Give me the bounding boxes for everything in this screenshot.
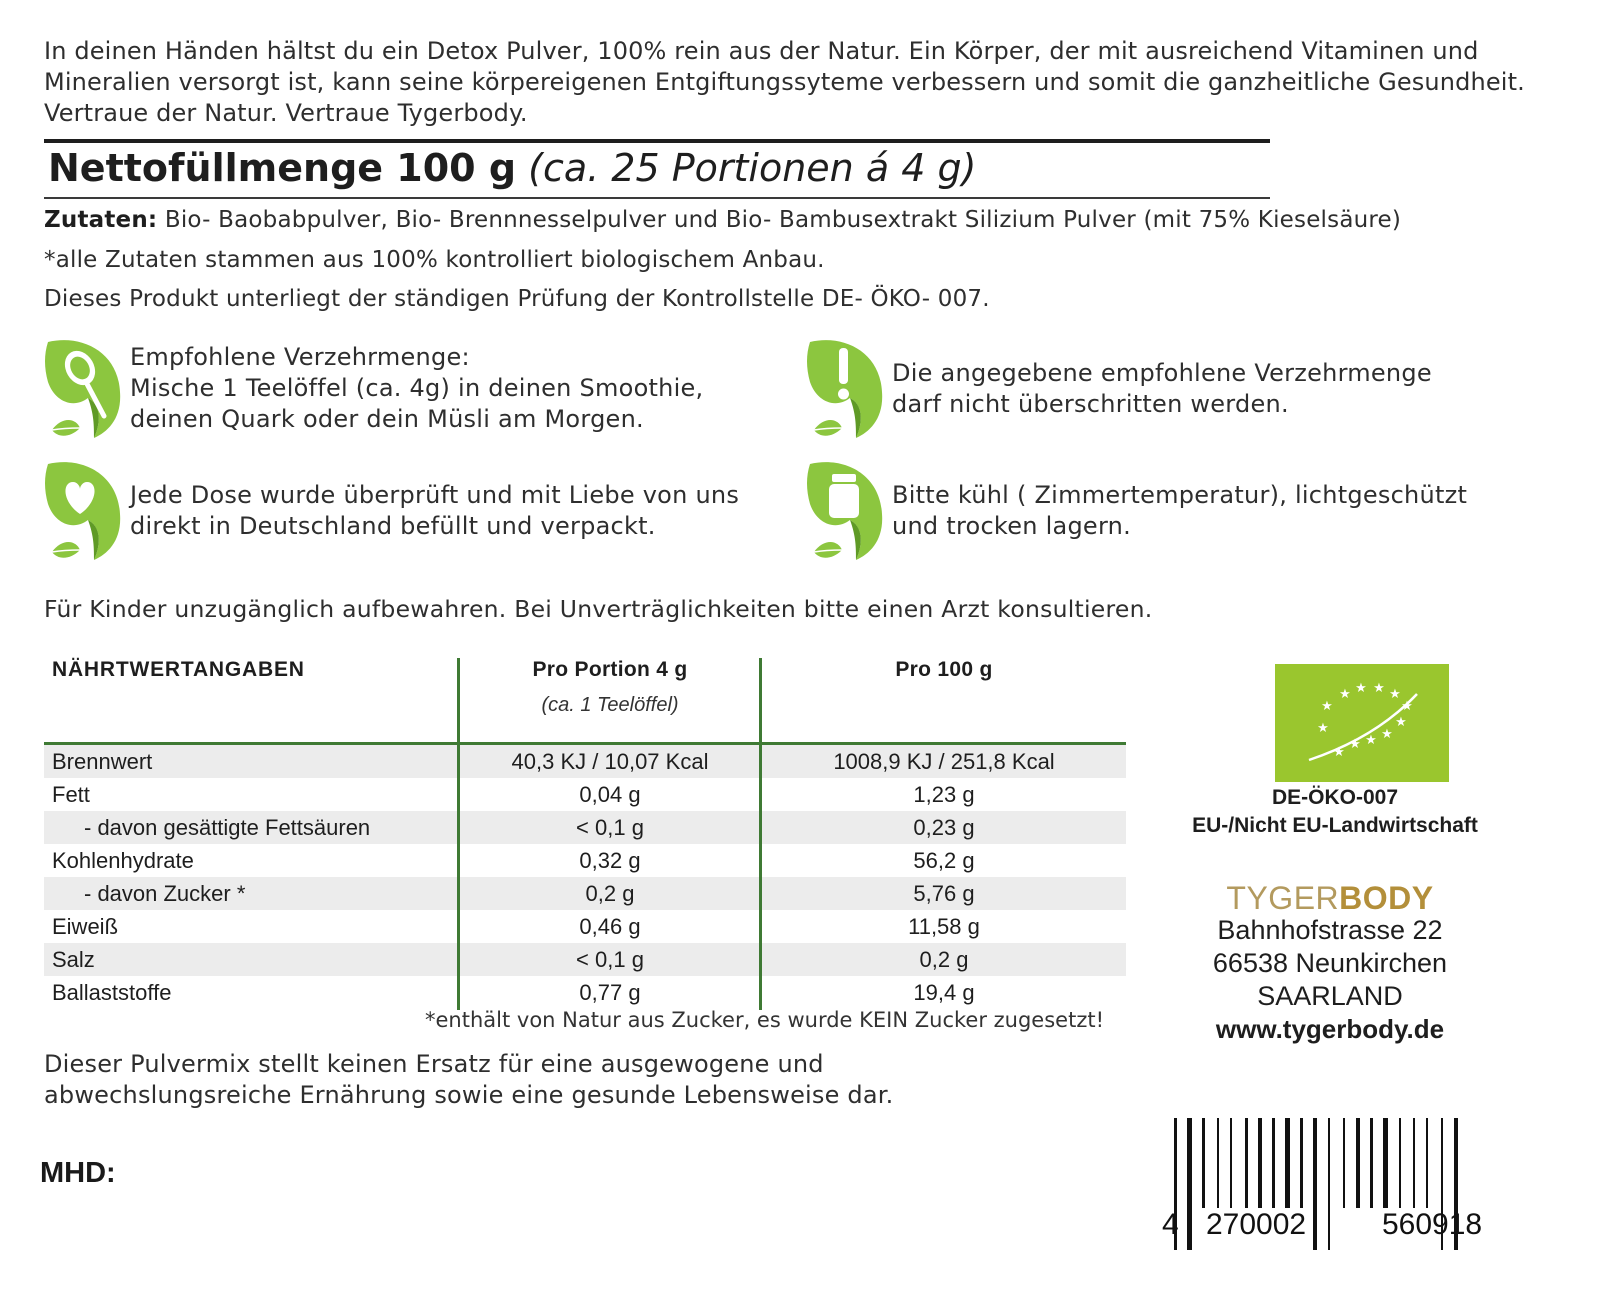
row-portion-value: 40,3 KJ / 10,07 Kcal (511, 749, 709, 774)
table-row (44, 811, 1126, 844)
row-portion-value: 0,32 g (579, 848, 641, 873)
row-portion-value: < 0,1 g (576, 815, 644, 840)
barcode-bar (1245, 1118, 1248, 1208)
net-quantity-bold: Nettofüllmenge 100 g (48, 146, 517, 190)
intro-line-2: Mineralien versorgt ist, kann seine körpereigenen Entgiftungssyteme verbessern und somit die ganzheitliche Gesundheit. (44, 68, 1525, 96)
bottom-divider (44, 197, 1270, 199)
row-name: - davon Zucker * (84, 881, 246, 906)
eu-organic-logo (1275, 664, 1449, 782)
barcode-bar (1258, 1118, 1262, 1208)
table-column-divider (759, 658, 762, 1010)
svg-text:★: ★ (1333, 745, 1345, 760)
feature-quality-line-2: direkt in Deutschland befüllt und verpackt. (130, 512, 656, 540)
table-row (44, 745, 1126, 778)
svg-text:★: ★ (1365, 733, 1377, 748)
intro-text (44, 36, 1564, 129)
table-column-divider (457, 658, 460, 1010)
row-portion-value: < 0,1 g (576, 947, 644, 972)
net-quantity-portions: (ca. 25 Portionen á 4 g) (528, 146, 977, 190)
svg-text:★: ★ (1355, 681, 1367, 696)
row-100g-value: 56,2 g (913, 848, 975, 873)
net-quantity-heading (48, 145, 976, 191)
row-portion-value: 0,2 g (585, 881, 635, 906)
feature-limit-line-1: Die angegebene empfohlene Verzehrmenge (892, 359, 1432, 387)
barcode-bar (1313, 1118, 1317, 1250)
barcode-bar (1272, 1118, 1275, 1208)
row-portion-value: 0,46 g (579, 914, 641, 939)
ingredients-text: Bio- Baobabpulver, Bio- Brennnesselpulver und Bio- Bambusextrakt Silizium Pulver (mit 75% Kieselsäure) (164, 207, 1402, 233)
brand-logo (1170, 880, 1490, 916)
eu-control-code: DE-ÖKO-007 (1271, 786, 1399, 809)
column-header-100g: Pro 100 g (895, 658, 993, 681)
svg-text:★: ★ (1321, 699, 1333, 714)
brand-name-light: TYGER (1226, 880, 1340, 916)
svg-text:★: ★ (1395, 715, 1407, 730)
feature-dosage-line-2: Mische 1 Teelöffel (ca. 4g) in deinen Smoothie, (130, 374, 704, 402)
row-100g-value: 1008,9 KJ / 251,8 Kcal (833, 749, 1055, 774)
control-note: Dieses Produkt unterliegt der ständigen Prüfung der Kontrollstelle DE- ÖKO- 007. (44, 286, 990, 312)
svg-text:★: ★ (1373, 681, 1385, 696)
table-row (44, 910, 1126, 943)
svg-text:★: ★ (1317, 721, 1329, 736)
barcode-bar (1370, 1118, 1373, 1208)
exclamation-leaf-icon (804, 334, 886, 444)
feature-storage-line-2: und trocken lagern. (892, 512, 1131, 540)
barcode-bar (1343, 1118, 1345, 1208)
row-100g-value: 19,4 g (913, 980, 975, 1005)
best-before-label: MHD: (40, 1157, 116, 1189)
barcode-bar (1285, 1118, 1290, 1208)
row-100g-value: 0,2 g (919, 947, 969, 972)
barcode (1162, 1118, 1586, 1308)
svg-text:★: ★ (1389, 687, 1401, 702)
table-row (44, 976, 1126, 1009)
row-name: Kohlenhydrate (52, 848, 194, 873)
svg-text:★: ★ (1401, 699, 1413, 714)
table-row (44, 844, 1126, 877)
table-header-divider (44, 742, 1126, 745)
feature-quality (130, 480, 739, 542)
barcode-digits-right: 560918 (1382, 1208, 1483, 1241)
disclaimer-line-1: Dieser Pulvermix stellt keinen Ersatz für eine ausgewogene und (44, 1050, 824, 1078)
svg-text:★: ★ (1381, 727, 1393, 742)
barcode-bar (1356, 1118, 1360, 1208)
ingredients-line (44, 205, 1401, 235)
row-name: Ballaststoffe (52, 980, 172, 1005)
feature-dosage-line-3: deinen Quark oder dein Müsli am Morgen. (130, 405, 644, 433)
row-100g-value: 1,23 g (913, 782, 975, 807)
intro-line-3: Vertraue der Natur. Vertraue Tygerbody. (44, 99, 528, 127)
barcode-bar (1328, 1118, 1330, 1250)
address-street: Bahnhofstrasse 22 (1217, 915, 1443, 945)
feature-dosage (130, 342, 703, 435)
column-header-portion-sub: (ca. 1 Teelöffel) (541, 694, 679, 716)
barcode-bar (1399, 1118, 1401, 1208)
svg-text:★: ★ (1339, 687, 1351, 702)
nutrition-rows (44, 745, 1126, 1009)
feature-limit (892, 358, 1432, 420)
ingredients-note: *alle Zutaten stammen aus 100% kontrolliert biologischem Anbau. (44, 247, 825, 273)
intro-line-1: In deinen Händen hältst du ein Detox Pulver, 100% rein aus der Natur. Ein Körper, der mit ausreichend Vitaminen und (44, 37, 1479, 65)
nutrition-title: NÄHRTWERTANGABEN (52, 658, 305, 681)
barcode-bar (1413, 1118, 1415, 1208)
feature-dosage-line-1: Empfohlene Verzehrmenge: (130, 343, 470, 371)
row-name: - davon gesättigte Fettsäuren (84, 815, 371, 840)
barcode-bar (1217, 1118, 1219, 1208)
children-warning: Für Kinder unzugänglich aufbewahren. Bei Unverträglichkeiten bitte einen Arzt konsultieren. (44, 595, 1153, 623)
feature-limit-line-2: darf nicht überschritten werden. (892, 390, 1289, 418)
website-link[interactable]: www.tygerbody.de (1215, 1014, 1445, 1044)
table-row (44, 778, 1126, 811)
spoon-leaf-icon (42, 334, 124, 444)
disclaimer-line-2: abwechslungsreiche Ernährung sowie eine gesunde Lebensweise dar. (44, 1081, 894, 1109)
brand-name-bold: BODY (1339, 880, 1434, 916)
address-region: SAARLAND (1257, 981, 1403, 1011)
barcode-digits-left: 270002 (1206, 1208, 1307, 1241)
feature-storage-line-1: Bitte kühl ( Zimmertemperatur), lichtgeschützt (892, 481, 1468, 509)
barcode-digit-first: 4 (1162, 1208, 1179, 1241)
table-row (44, 877, 1126, 910)
barcode-bar (1202, 1118, 1205, 1208)
top-divider (44, 139, 1270, 143)
row-portion-value: 0,04 g (579, 782, 641, 807)
address-city: 66538 Neunkirchen (1212, 948, 1448, 978)
row-100g-value: 5,76 g (913, 881, 975, 906)
barcode-bar (1426, 1118, 1428, 1208)
jar-leaf-icon (804, 456, 886, 566)
row-100g-value: 11,58 g (908, 914, 980, 939)
barcode-bar (1383, 1118, 1388, 1208)
row-name: Fett (52, 782, 90, 807)
eu-origin: EU-/Nicht EU-Landwirtschaft (1192, 814, 1478, 837)
eu-code-block (1170, 784, 1500, 840)
row-portion-value: 0,77 g (579, 980, 641, 1005)
barcode-bar (1187, 1118, 1192, 1250)
company-address (1170, 914, 1490, 1046)
row-name: Eiweiß (52, 914, 119, 939)
feature-storage (892, 480, 1467, 542)
row-100g-value: 0,23 g (913, 815, 975, 840)
row-name: Brennwert (52, 749, 153, 774)
ingredients-label: Zutaten: (44, 207, 158, 233)
sugar-footnote: *enthält von Natur aus Zucker, es wurde KEIN Zucker zugesetzt! (425, 1008, 1104, 1032)
svg-text:★: ★ (1349, 737, 1361, 752)
barcode-bar (1230, 1118, 1232, 1208)
nutrition-table (44, 658, 1126, 1010)
row-name: Salz (52, 947, 95, 972)
column-header-portion: Pro Portion 4 g (532, 658, 688, 681)
heart-leaf-icon (42, 456, 124, 566)
disclaimer (44, 1049, 893, 1111)
barcode-bar (1300, 1118, 1303, 1208)
feature-quality-line-1: Jede Dose wurde überprüft und mit Liebe von uns (130, 481, 740, 509)
table-row (44, 943, 1126, 976)
